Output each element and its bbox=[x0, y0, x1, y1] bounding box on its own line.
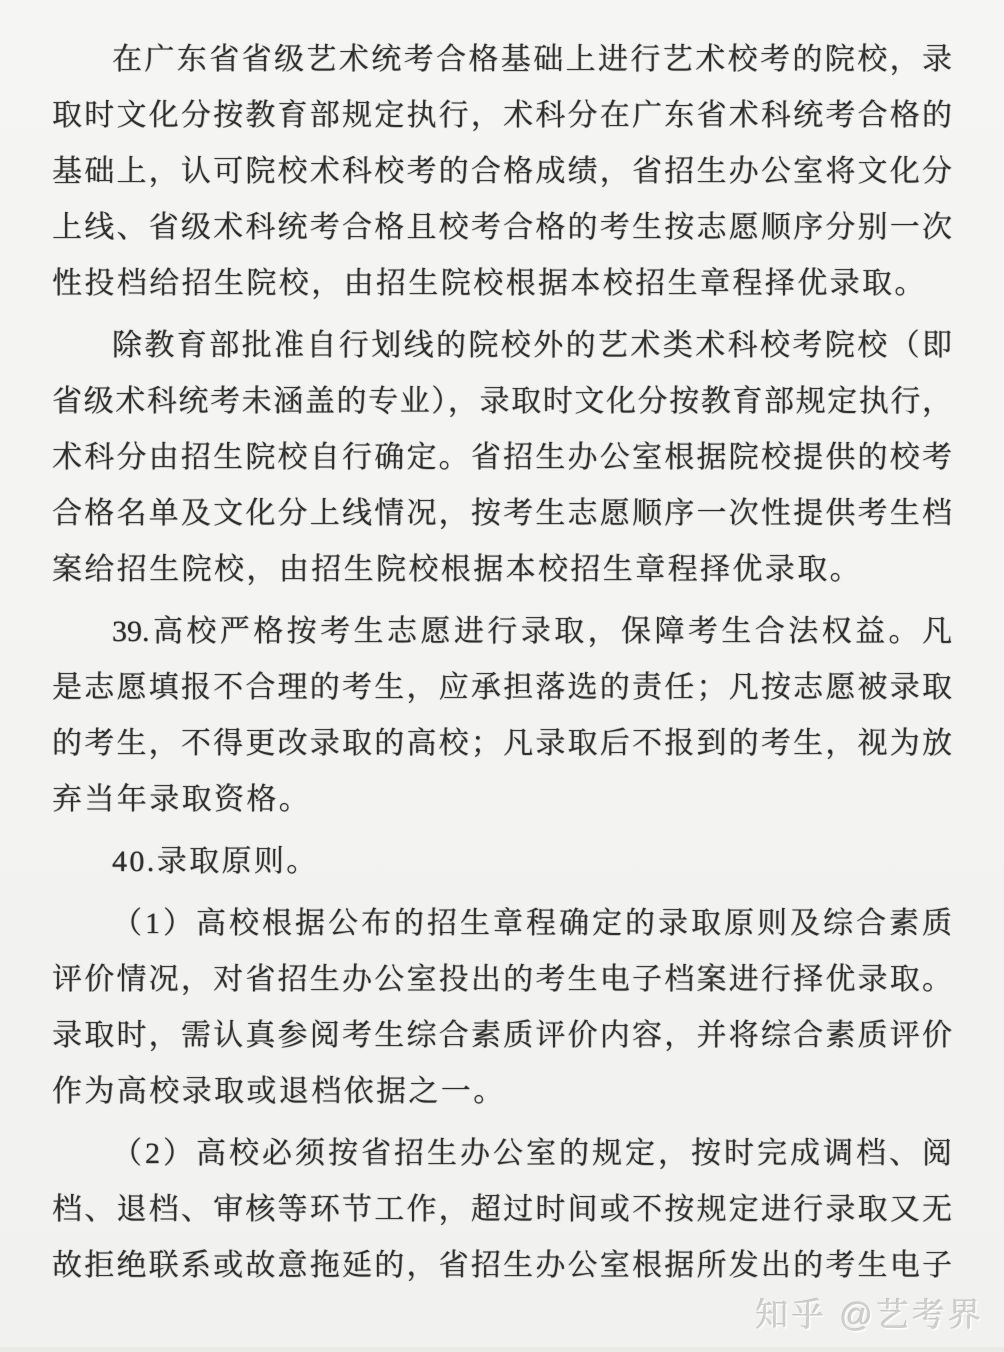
text-line: 的考生，不得更改录取的高校；凡录取后不报到的考生，视为放 bbox=[52, 727, 952, 760]
text-line: 40.录取原则。 bbox=[112, 845, 319, 878]
text-line: 在广东省省级艺术统考合格基础上进行艺术校考的院校，录 bbox=[112, 43, 952, 76]
text-line: 省级术科统考未涵盖的专业），录取时文化分按教育部规定执行， bbox=[52, 385, 952, 418]
paragraph bbox=[52, 1126, 952, 1294]
text-line: 是志愿填报不合理的考生，应承担落选的责任；凡按志愿被录取 bbox=[52, 671, 952, 704]
text-line: 档、退档、审核等环节工作，超过时间或不按规定进行录取又无 bbox=[52, 1193, 952, 1226]
text-line: 评价情况，对省招生办公室投出的考生电子档案进行择优录取。 bbox=[52, 963, 952, 996]
text-line: 基础上，认可院校术科校考的合格成绩，省招生办公室将文化分 bbox=[52, 155, 952, 188]
paragraph bbox=[52, 834, 952, 890]
text-line: 除教育部批准自行划线的院校外的艺术类术科校考院校（即 bbox=[112, 329, 952, 362]
text-line: 故拒绝联系或故意拖延的，省招生办公室根据所发出的考生电子 bbox=[52, 1249, 952, 1282]
paragraph bbox=[52, 32, 952, 312]
text-line: 案给招生院校，由招生院校根据本校招生章程择优录取。 bbox=[52, 553, 862, 586]
text-line: 上线、省级术科统考合格且校考合格的考生按志愿顺序分别一次 bbox=[52, 211, 952, 244]
text-line: 39.高校严格按考生志愿进行录取，保障考生合法权益。凡 bbox=[112, 615, 952, 648]
text-line: （2）高校必须按省招生办公室的规定，按时完成调档、阅 bbox=[112, 1137, 952, 1170]
text-line: 性投档给招生院校，由招生院校根据本校招生章程择优录取。 bbox=[52, 267, 927, 300]
paragraph bbox=[52, 604, 952, 828]
document-body bbox=[52, 32, 952, 1294]
text-line: （1）高校根据公布的招生章程确定的录取原则及综合素质 bbox=[112, 907, 952, 940]
paragraph bbox=[52, 318, 952, 598]
zhihu-watermark: 知乎 @艺考界 bbox=[755, 1296, 984, 1333]
page-bottom-edge bbox=[0, 1347, 1004, 1352]
text-line: 录取时，需认真参阅考生综合素质评价内容，并将综合素质评价 bbox=[52, 1019, 952, 1052]
paragraph bbox=[52, 896, 952, 1120]
text-line: 作为高校录取或退档依据之一。 bbox=[52, 1075, 506, 1108]
text-line: 术科分由招生院校自行确定。省招生办公室根据院校提供的校考 bbox=[52, 441, 952, 474]
text-line: 弃当年录取资格。 bbox=[52, 783, 312, 816]
text-line: 合格名单及文化分上线情况，按考生志愿顺序一次性提供考生档 bbox=[52, 497, 952, 530]
text-line: 取时文化分按教育部规定执行，术科分在广东省术科统考合格的 bbox=[52, 99, 952, 132]
